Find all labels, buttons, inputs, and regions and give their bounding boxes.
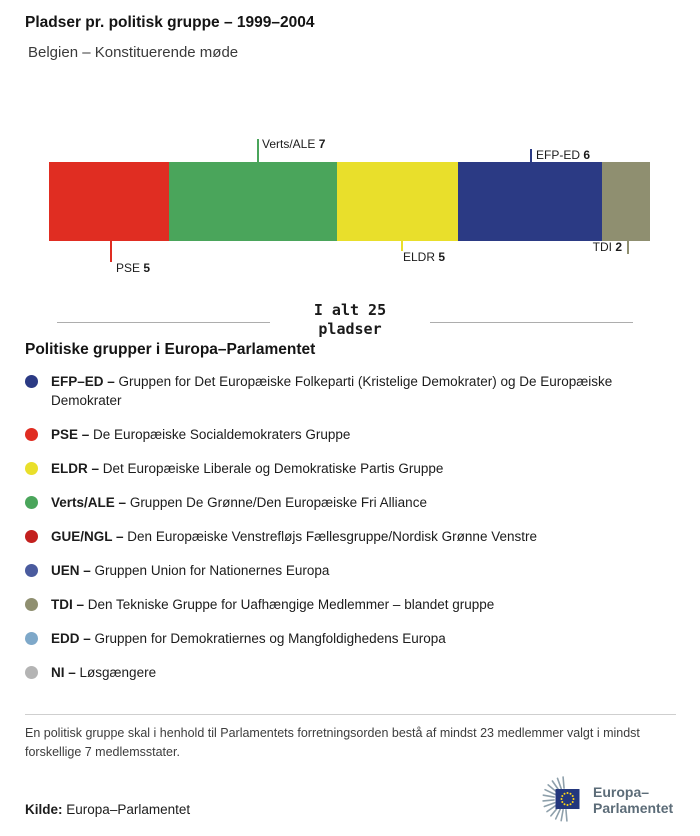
total-seats [0,301,700,339]
ep-logo-text-line2: Parlamentet [593,800,674,816]
legend-item-text [51,629,446,648]
legend-item-eldr [25,459,637,478]
footnote: En politisk gruppe skal i henhold til Parlamentets forretningsorden bestå af mindst 23 medlemmer valgt i mindst forskellige 7 medlemsstater. [25,726,640,759]
legend-item-uen [25,561,637,580]
bar-callout-tick-pse [110,241,112,262]
source-line [25,802,190,817]
bar-callout-tick-efp-ed [530,149,532,162]
legend-item-text [51,561,329,580]
segment-label-name: Verts/ALE [262,137,316,151]
legend-color-dot-icon [25,496,38,509]
legend-item-efp-ed [25,372,637,410]
legend-item-abbr: Verts/ALE – [51,495,127,510]
segment-label-name: PSE [116,261,141,275]
segment-label-name: TDI [592,240,612,254]
segment-label-value: 5 [438,250,446,264]
bar-callout-pse [116,261,150,275]
bar-callout-tick-verts-ale [257,139,259,162]
bar-callout-tdi [560,240,622,254]
segment-label-name: ELDR [403,250,436,264]
bar-segment-tdi [602,162,650,241]
legend-item-tdi [25,595,637,614]
source-label: Kilde: [25,802,63,817]
bar-segment-efp-ed [458,162,602,241]
ep-logo-text [593,784,673,816]
source-value: Europa–Parlamentet [66,802,191,817]
legend-color-dot-icon [25,666,38,679]
bar-callout-efp-ed [536,148,590,162]
bar-callout-eldr [403,250,445,264]
segment-label-value: 2 [615,240,622,254]
legend-item-text [51,459,443,478]
legend-item-abbr: PSE – [51,427,90,442]
legend-item-abbr: ELDR – [51,461,100,476]
legend-item-desc: Den Tekniske Gruppe for Uafhængige Medlemmer – blandet gruppe [87,597,495,612]
legend-item-desc: Gruppen for Demokratiernes og Mangfoldighedens Europa [94,631,446,646]
legend-item-text [51,372,637,410]
legend-color-dot-icon [25,462,38,475]
legend-title: Politiske grupper i Europa–Parlamentet [25,341,316,358]
legend-item-abbr: UEN – [51,563,91,578]
legend-item-text [51,663,156,682]
segment-label-name: EFP-ED [536,148,581,162]
bar-segment-pse [49,162,169,241]
legend-color-dot-icon [25,564,38,577]
legend-list [25,372,637,697]
legend-item-desc: Gruppen Union for Nationernes Europa [94,563,330,578]
segment-label-value: 5 [143,261,151,275]
segment-label-value: 7 [318,137,326,151]
european-parliament-logo [513,775,673,825]
legend-item-text [51,493,427,512]
legend-item-gue-ngl [25,527,637,546]
legend-item-desc: Det Europæiske Liberale og Demokratiske Partis Gruppe [102,461,444,476]
legend-color-dot-icon [25,530,38,543]
ep-logo-icon [513,775,587,825]
legend-item-text [51,425,350,444]
bar-callout-verts-ale [262,137,325,151]
legend-item-desc: Den Europæiske Venstrefløjs Fællesgruppe/Nordisk Grønne Venstre [127,529,537,544]
legend-item-verts-ale [25,493,637,512]
total-seats-line2: pladser [318,320,382,338]
segment-label-value: 6 [583,148,591,162]
legend-item-desc: Gruppen De Grønne/Den Europæiske Fri Alliance [129,495,427,510]
legend-item-abbr: TDI – [51,597,85,612]
legend-item-desc: Løsgængere [79,665,157,680]
legend-item-abbr: EDD – [51,631,91,646]
legend-item-desc: De Europæiske Socialdemokraters Gruppe [93,427,351,442]
legend-color-dot-icon [25,375,38,388]
legend-item-text [51,595,494,614]
legend-item-text [51,527,537,546]
legend-item-abbr: NI – [51,665,76,680]
legend-item-edd [25,629,637,648]
legend-item-abbr: GUE/NGL – [51,529,124,544]
legend-color-dot-icon [25,632,38,645]
legend-item-pse [25,425,637,444]
stacked-bar [49,162,650,241]
legend-item-desc: Gruppen for Det Europæiske Folkeparti (Kristelige Demokrater) og De Europæiske Demokrater [51,374,613,408]
legend-item-abbr: EFP–ED – [51,374,115,389]
footer-divider [25,714,676,715]
page-title: Pladser pr. politisk gruppe – 1999–2004 [25,14,315,31]
ep-logo-text-line1: Europa– [593,784,650,800]
legend-item-ni [25,663,637,682]
bar-callout-tick-tdi [627,241,629,254]
bar-segment-eldr [337,162,457,241]
legend-color-dot-icon [25,598,38,611]
page-subtitle: Belgien – Konstituerende møde [28,44,239,61]
bar-segment-verts-ale [169,162,337,241]
legend-color-dot-icon [25,428,38,441]
total-seats-line1: I alt 25 [313,301,387,319]
